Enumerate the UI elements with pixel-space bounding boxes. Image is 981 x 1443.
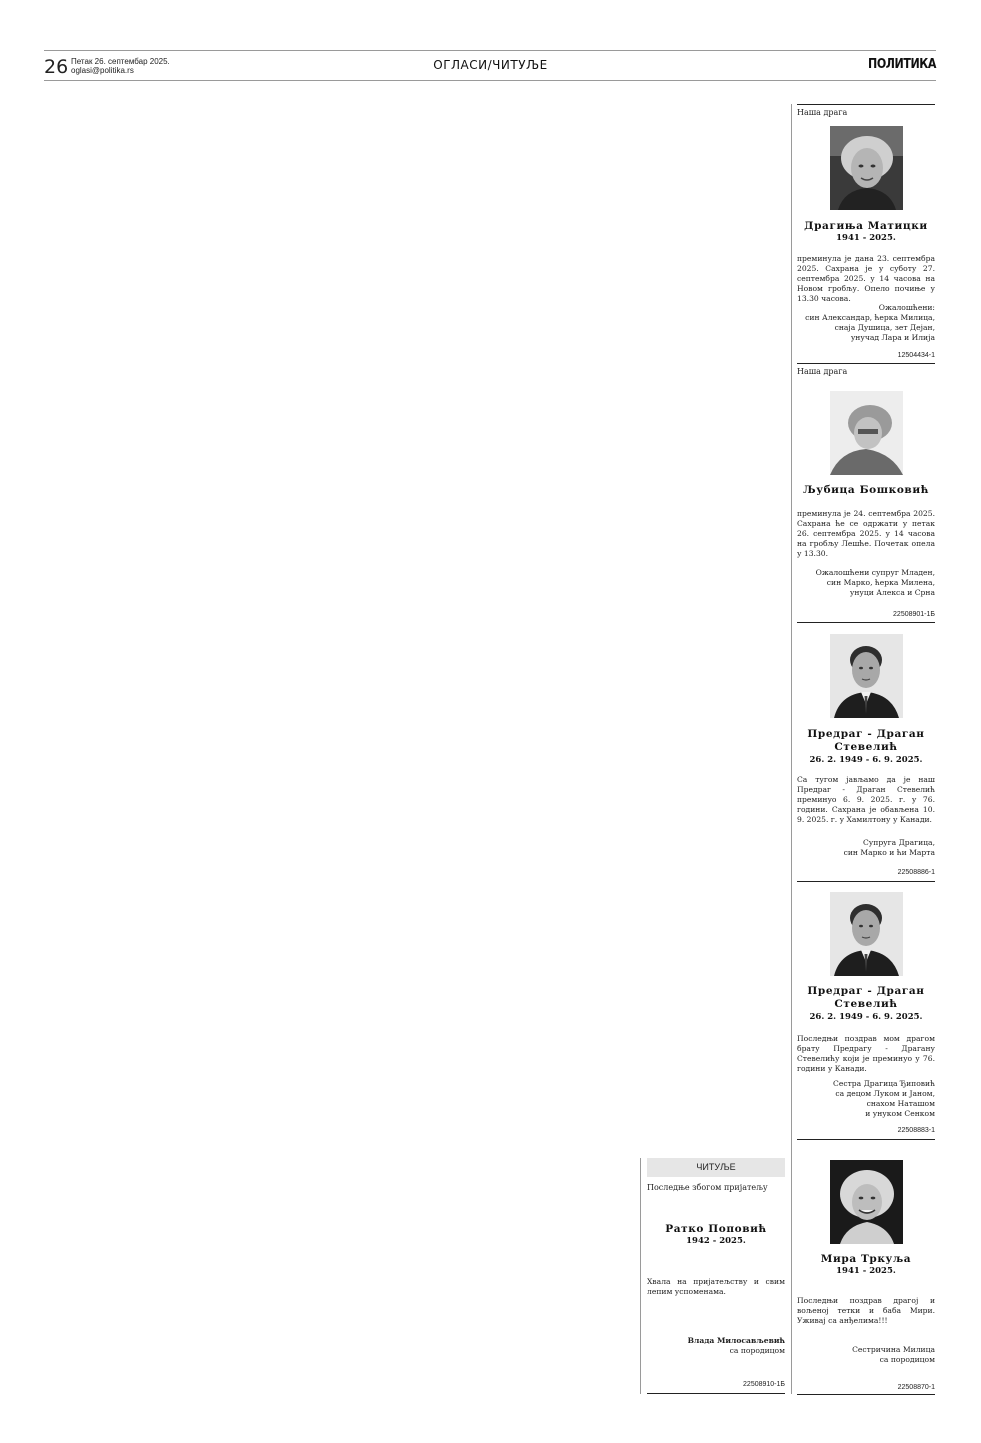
signature-line: син Александар, ћерка Милица, (805, 313, 935, 322)
portrait-photo (830, 391, 903, 475)
life-dates: 26. 2. 1949 - 6. 9. 2025. (809, 755, 923, 765)
deceased-name-line: Предраг - Драган (807, 985, 925, 997)
deceased-name-line: Предраг - Драган (807, 728, 925, 740)
portrait-photo (830, 1160, 903, 1244)
deceased-name-line: Стевелић (834, 741, 898, 753)
life-dates: 1941 - 2025. (836, 233, 896, 243)
obituary-text: Последњи поздрав мом драгом брату Предрагу - Драгану Стевелићу који је преминуо у 76. години у Канади. (797, 1034, 935, 1073)
obituary-card (797, 363, 935, 621)
portrait-photo (830, 892, 903, 976)
header-top-rule (44, 50, 936, 51)
card-bottom-rule (797, 1394, 935, 1395)
signature-line: са породицом (879, 1355, 935, 1364)
deceased-name-line: Стевелић (834, 998, 898, 1010)
obituary-text: преминула је 24. септембра 2025. Сахрана ће се одржати у петак 26. септембра 2025. у 14 часова на гробљу Лешће. Почетак опела у 13.30. (797, 509, 935, 558)
signature-line: снаја Душица, зет Дејан, (834, 323, 935, 332)
mourners-signature (647, 1336, 785, 1356)
signature-line: унучад Лара и Илија (850, 333, 935, 342)
obituary-intro: Наша драга (797, 367, 848, 376)
column-divider (640, 1158, 641, 1394)
signature-line: са породицом (729, 1346, 785, 1355)
signature-line: унуци Алекса и Срна (849, 588, 935, 597)
mourners-signature (797, 303, 935, 343)
ad-code: 22508886-1 (897, 869, 935, 876)
mourners-signature (797, 838, 935, 858)
obituary-card (797, 881, 935, 1138)
card-top-rule (797, 881, 935, 882)
signature-line: Сестра Драгица Ђиповић (833, 1079, 935, 1088)
mourners-signature (797, 1079, 935, 1119)
obituary-text: Последњи поздрав драгој и вољеној тетки и баба Мири. Уживај са анђелима!!! (797, 1296, 935, 1325)
card-top-rule (797, 363, 935, 364)
ad-code: 22508870-1 (897, 1384, 935, 1391)
obituary-card (797, 104, 935, 362)
card-top-rule (797, 104, 935, 105)
ad-code: 12504434-1 (897, 352, 935, 359)
life-dates: 1941 - 2025. (836, 1266, 896, 1276)
deceased-name (797, 220, 935, 233)
signature-line: Влада Милосављевић (687, 1336, 785, 1345)
contact-email: oglasi@politika.rs (71, 66, 134, 75)
deceased-name: Ратко Поповић (665, 1223, 767, 1235)
deceased-name-line: Мира Тркуља (820, 1253, 912, 1265)
ad-code: 22508883-1 (897, 1127, 935, 1134)
signature-line: син Марко, ћерка Милена, (826, 578, 935, 587)
deceased-name (797, 484, 935, 497)
header-bottom-rule (44, 80, 936, 81)
signature-line: и унуком Сенком (865, 1109, 935, 1118)
section-title: ОГЛАСИ/ЧИТУЉЕ (433, 58, 548, 72)
obituary-intro: Последње збогом пријатељу (647, 1183, 768, 1192)
signature-line: син Марко и ћи Марта (843, 848, 935, 857)
deceased-name-line: Љубица Бошковић (803, 484, 929, 496)
obituary-text: Хвала на пријатељству и свим лепим успоменама. (647, 1277, 785, 1296)
mourners-signature (797, 1345, 935, 1365)
signature-line: Ожалошћени: (878, 303, 935, 312)
obituary-card (797, 1139, 935, 1395)
signature-line: Ожалошћени супруг Младен, (815, 568, 935, 577)
deceased-name (797, 985, 935, 1011)
deceased-name (797, 1253, 935, 1266)
obituary-text: преминула је дана 23. септембра 2025. Сахрана је у суботу 27. септембра 2025. у 14 часова на Новом гробљу. Опело почиње у 13.30 часова. (797, 254, 935, 303)
life-dates: 1942 - 2025. (686, 1236, 746, 1246)
card-top-rule (797, 1139, 935, 1140)
deceased-name-line: Драгиња Матицки (804, 220, 928, 232)
signature-line: снахом Наташом (866, 1099, 935, 1108)
ad-code: 22508910-1Б (743, 1381, 785, 1388)
page-number: 26 (44, 56, 69, 78)
obituary-card-text-only (647, 1158, 785, 1394)
column-divider (791, 104, 792, 1394)
obituary-text: Са тугом јављамо да је наш Предраг - Драган Стевелић преминуо 6. 9. 2025. г. у 76. години. Сахрана је обављена 10. 9. 2025. г. у Хамилтону у Канади. (797, 775, 935, 824)
obituary-card (797, 622, 935, 880)
signature-line: Сестричина Милица (852, 1345, 935, 1354)
portrait-photo (830, 126, 903, 210)
card-top-rule (797, 622, 935, 623)
section-banner: ЧИТУЉЕ (647, 1158, 785, 1177)
signature-line: Супруга Драгица, (862, 838, 935, 847)
mourners-signature (797, 568, 935, 598)
obituary-intro: Наша драга (797, 108, 848, 117)
signature-line: са децом Луком и Јаном, (835, 1089, 935, 1098)
ad-code: 22508901-1Б (893, 611, 935, 618)
life-dates: 26. 2. 1949 - 6. 9. 2025. (809, 1012, 923, 1022)
newspaper-logo: ПОЛИТИКА (867, 57, 936, 72)
card-bottom-rule (647, 1393, 785, 1394)
issue-date: Петак 26. септембар 2025. (71, 57, 170, 66)
portrait-photo (830, 634, 903, 718)
deceased-name (797, 728, 935, 754)
